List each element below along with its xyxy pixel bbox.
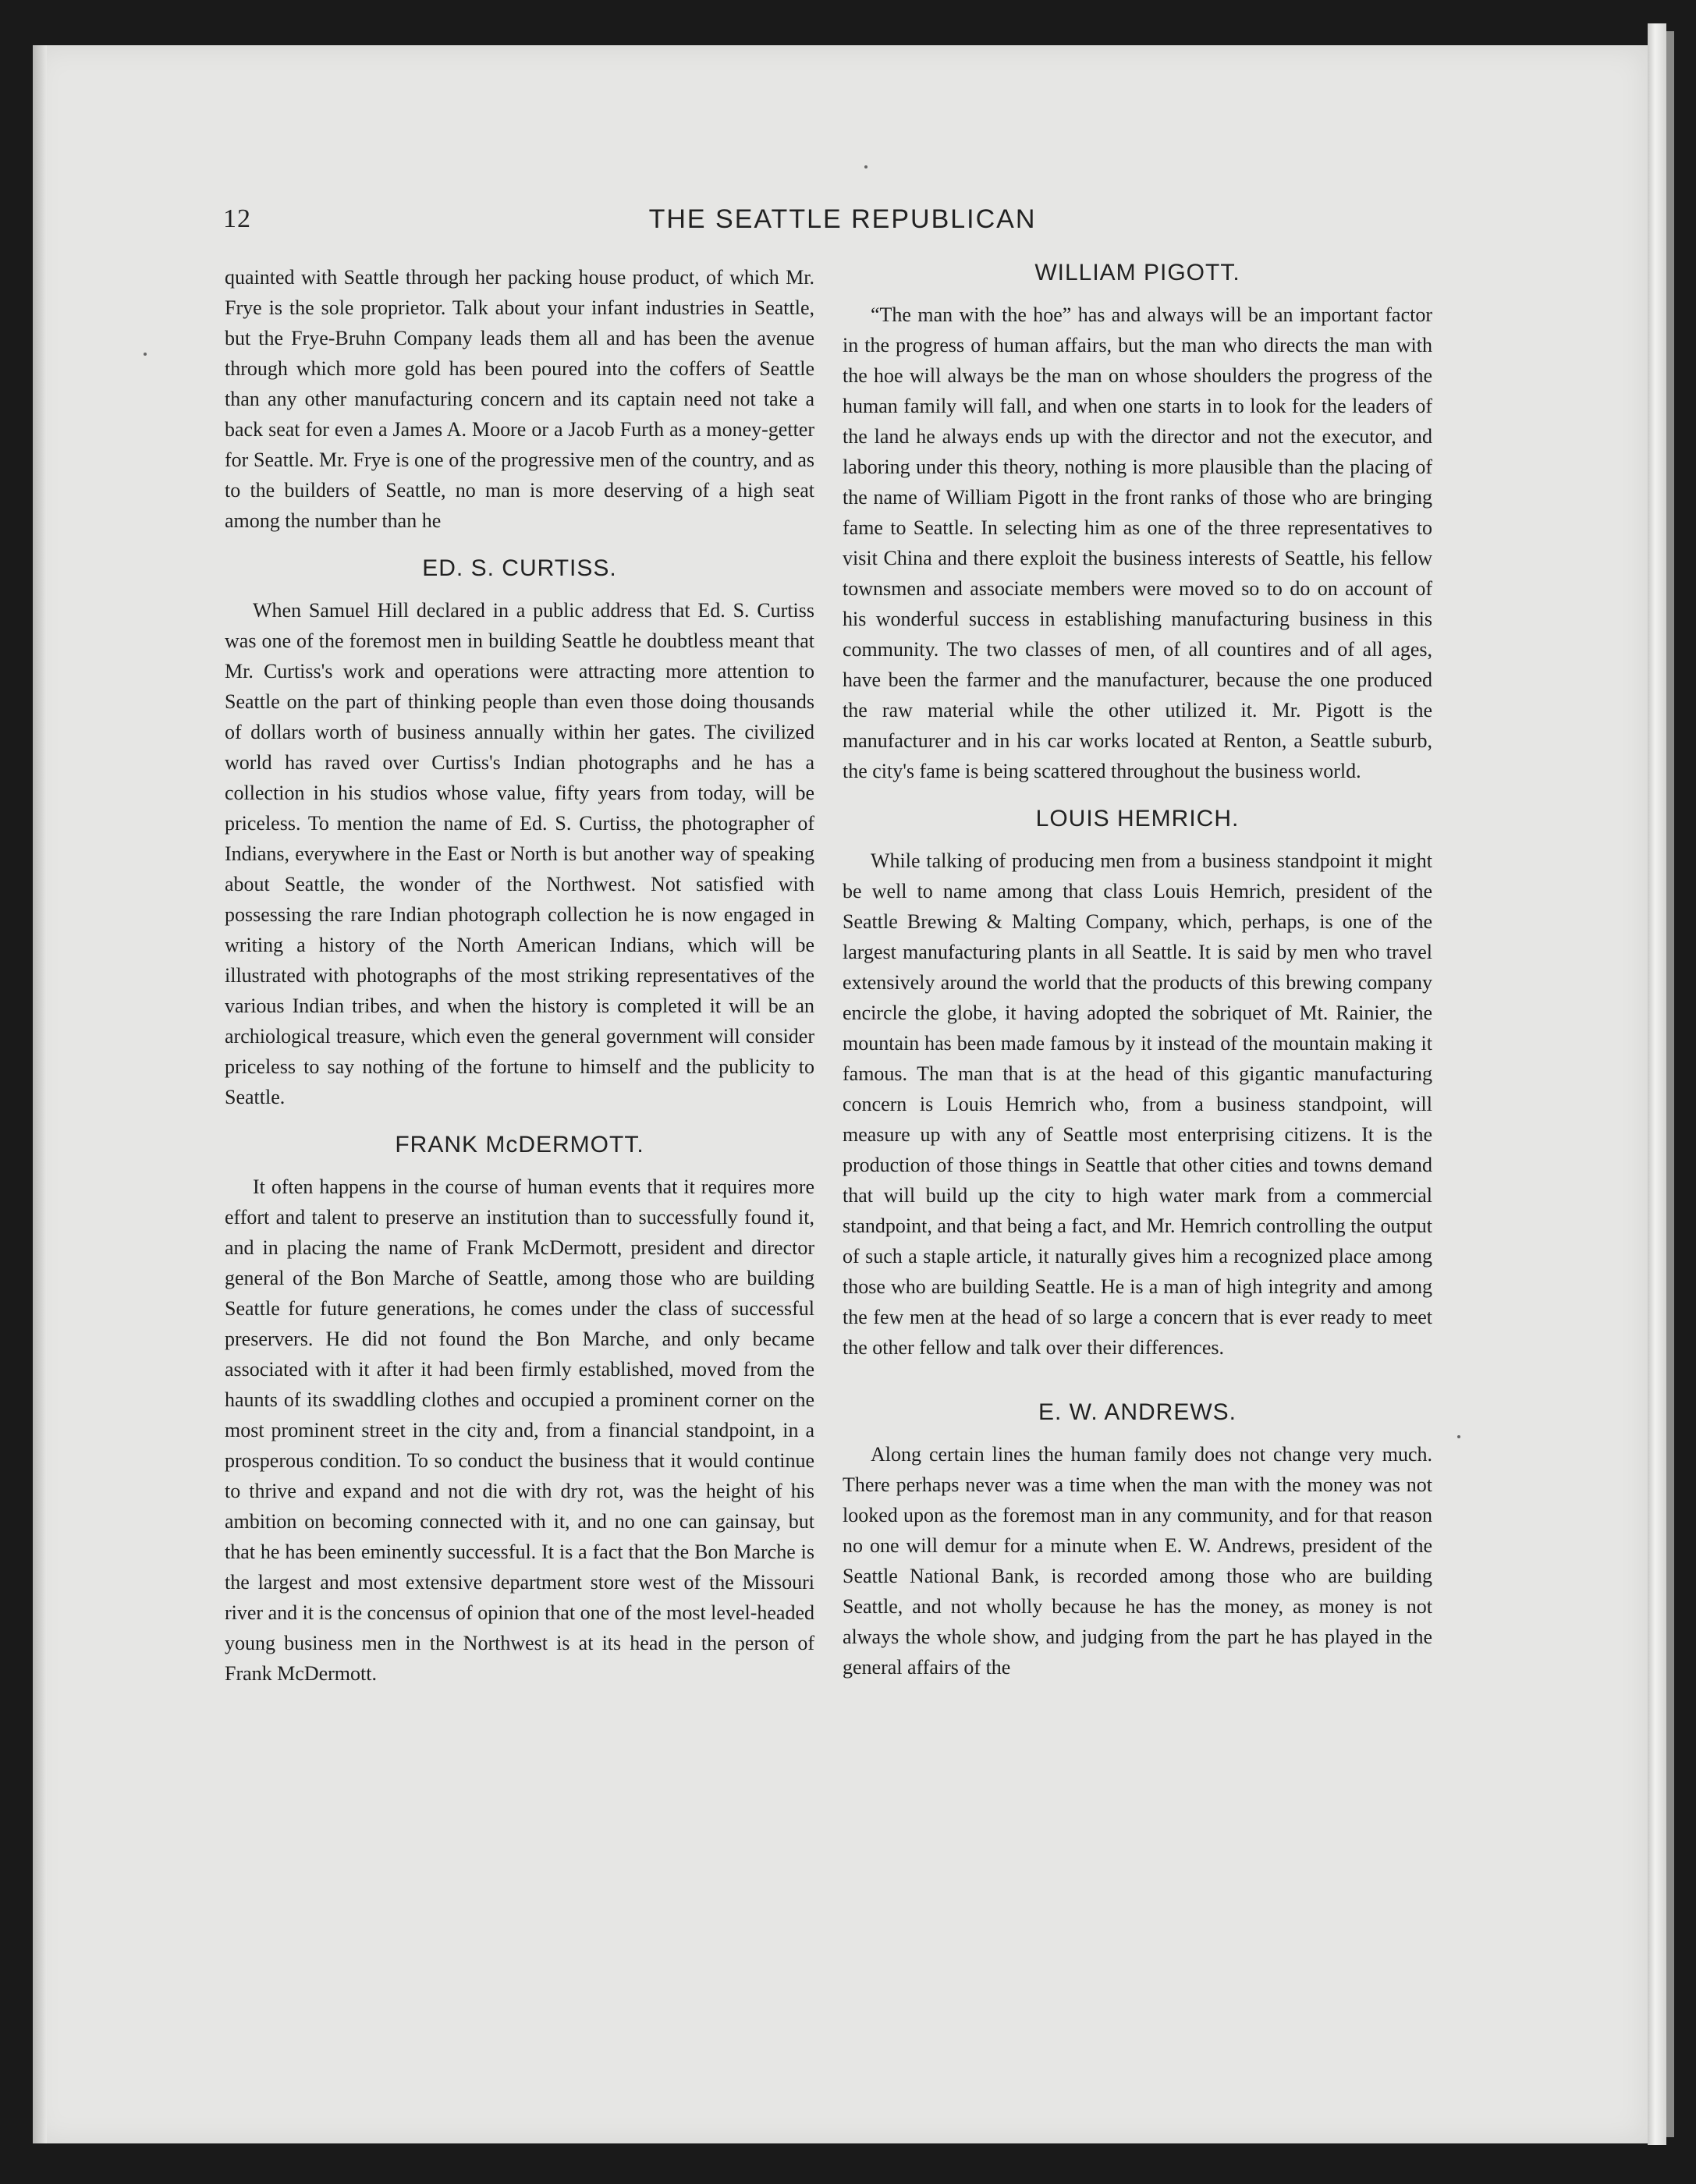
mcdermott-article: It often happens in the course of human events that it requires more effort and talent to preserve an institution than to successfully found it, and in placing the name of Frank McDermott, president and director general of the Bon Marche of Seattle, among those who are building Seattle for future generations, he comes under the class of successful preservers. He did not found the Bon Marche, and only became associated with it after it had been firmly established, moved from the haunts of its swaddling clothes and occupied a prominent corner on the most prominent street in the city and, from a financial standpoint, in a prosperous condition. To so conduct the business that it would continue to thrive and expand and not die with dry rot, was the height of his ambition on becoming connected with it, and no one can gainsay, but that he has been eminently successful. It is a fact that the Bon Marche is the largest and most extensive department store west of the Missouri river and it is the concensus of opinion that one of the most level-headed young business men in the Northwest is at its head in the person of Frank McDermott.	[225, 1175, 814, 1685]
right-column	[843, 257, 1432, 1682]
speck-mark	[864, 165, 868, 168]
publication-title: THE SEATTLE REPUBLICAN	[648, 204, 1037, 234]
hemrich-article: While talking of producing men from a business standpoint it might be well to name among that class Louis Hemrich, president of the Seattle Brewing & Malting Company, which, perhaps, is one of the largest manufacturing plants in all Seattle. It is said by men who travel extensively around the world that the products of this brewing company encircle the globe, it having adopted the sobriquet of Mt. Rainier, the mountain has been made famous by it instead of the mountain making it famous. The man that is at the head of this gigantic manufacturing concern is Louis Hemrich who, from a business standpoint, will measure up with any of Seattle most enterprising citizens. It is the production of those things in Seattle that other cities and towns demand that will build up the city to high water mark from a commercial standpoint, and that being a fact, and Mr. Hemrich controlling the output of such a staple article, it naturally gives him a recognized place among those who are building Seattle. He is a man of high integrity and among the few men at the head of so large a concern that is ever ready to meet the other fellow and talk over their differences.	[843, 849, 1432, 1359]
frye-continuation-paragraph: quainted with Seattle through her packing house product, of which Mr. Frye is the sole proprietor. Talk about your infant industries in Seattle, but the Frye-Bruhn Company leads them all and has been the avenue through which more gold has been poured into the coffers of Seattle than any other manufacturing concern and its captain need not take a back seat for even a James A. Moore or a Jacob Furth as a money-getter for Seattle. Mr. Frye is one of the progressive men of the country, and as to the builders of Seattle, no man is more deserving of a high seat among the number than he	[225, 266, 814, 532]
andrews-article: Along certain lines the human family does not change very much. There perhaps never was a time when the man with the money was not looked upon as the foremost man in any community, and for that reason no one will demur for a minute when E. W. Andrews, president of the Seattle National Bank, is recorded among those who are building Seattle, and not wholly because he has the money, as money is not always the whole show, and judging from the part he has played in the general affairs of the	[843, 1443, 1432, 1679]
left-column	[225, 262, 814, 1689]
mcdermott-heading: FRANK McDERMOTT.	[395, 1132, 644, 1158]
hemrich-heading: LOUIS HEMRICH.	[1035, 806, 1240, 831]
curtiss-heading: ED. S. CURTISS.	[422, 555, 617, 581]
page-stack-edge	[1666, 31, 1674, 2137]
speck-mark	[144, 353, 147, 356]
page-number: 12	[223, 204, 251, 233]
curtiss-article: When Samuel Hill declared in a public address that Ed. S. Curtiss was one of the foremost men in building Seattle he doubtless meant that Mr. Curtiss's work and operations were attracting more attention to Seattle on the part of thinking people than even those doing thousands of dollars worth of business annually within her gates. The civilized world has raved over Curtiss's Indian photographs and he has a collection in his studios whose value, fifty years from today, will be priceless. To mention the name of Ed. S. Curtiss, the photographer of Indians, everywhere in the East or North is but another way of speaking about Seattle, the wonder of the Northwest. Not satisfied with possessing the rare Indian photograph collection he is now engaged in writing a history of the North American Indians, which will be illustrated with photographs of the most striking representatives of the various Indian tribes, and when the history is completed it will be an archiological treasure, which even the general government will consider priceless to say nothing of the fortune to himself and the publicity to Seattle.	[225, 599, 814, 1108]
page-binding-shadow	[33, 45, 47, 2143]
speck-mark	[1457, 1435, 1460, 1438]
pigott-article: “The man with the hoe” has and always will be an important factor in the progress of human affairs, but the man who directs the man with the hoe will always be the man on whose shoulders the progress of the human family will fall, and when one starts in to look for the leaders of the land he always ends up with the director and not the executor, and laboring under this theory, nothing is more plausible than the placing of the name of William Pigott in the front ranks of those who are bringing fame to Seattle. In selecting him as one of the three representatives to visit China and there exploit the business interests of Seattle, his fellow townsmen and associate members were moved so to do on account of his wonderful success in establishing manufacturing business in this community. The two classes of men, of all countires and of all ages, have been the farmer and the manufacturer, because the one produced the raw material while the other utilized it. Mr. Pigott is the manufacturer and in his car works located at Renton, a Seattle suburb, the city's fame is being scattered throughout the business world.	[843, 303, 1432, 782]
andrews-heading: E. W. ANDREWS.	[1038, 1399, 1237, 1425]
pigott-heading: WILLIAM PIGOTT.	[1034, 260, 1240, 285]
page-right-edge	[1648, 23, 1666, 2145]
